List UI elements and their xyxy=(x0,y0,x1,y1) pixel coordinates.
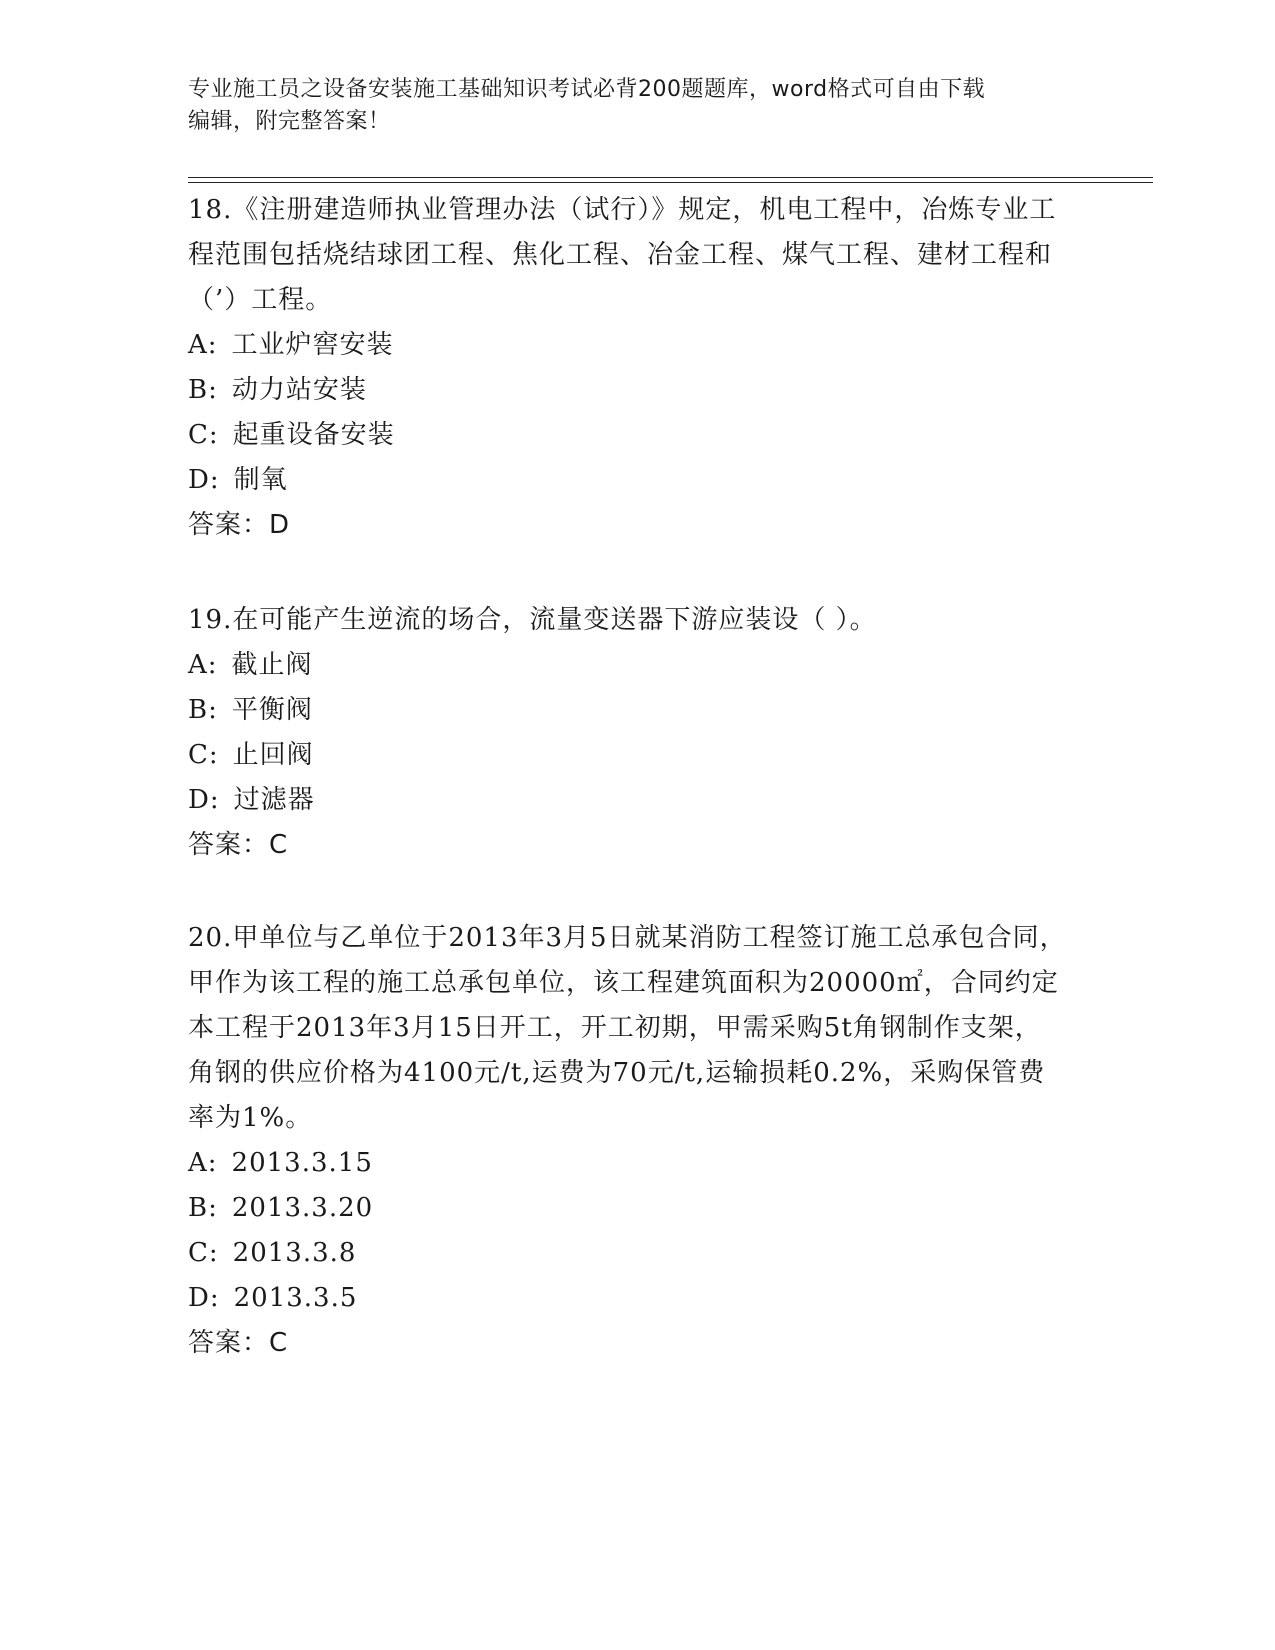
option-key: B: xyxy=(188,695,218,725)
question-stem: 20.甲单位与乙单位于2013年3月5日就某消防工程签订施工总承包合同，甲作为该工程的施工总承包单位，该工程建筑面积为20000㎡，合同约定本工程于2013年3月15日开工，开工初期，甲需采购5t角钢制作支架，角钢的供应价格为4100元/t,运费为70元/t,运输损耗0.2%，采购保管费率为1%。 xyxy=(188,923,1067,1133)
option-c xyxy=(188,733,1068,778)
option-text: 过滤器 xyxy=(233,785,315,815)
option-key: A: xyxy=(188,1148,218,1178)
option-text: 2013.3.15 xyxy=(231,1148,373,1178)
option-text: 2013.3.20 xyxy=(231,1193,374,1223)
option-d xyxy=(188,458,1068,503)
option-text: 止回阀 xyxy=(232,740,314,770)
option-text: 起重设备安装 xyxy=(232,420,395,450)
option-key: D: xyxy=(188,1283,220,1313)
option-b xyxy=(188,1186,1068,1231)
header-line-1: 专业施工员之设备安装施工基础知识考试必背200题题库，word格式可自由下载 xyxy=(188,77,986,102)
option-key: B: xyxy=(188,1193,218,1223)
option-text: 2013.3.8 xyxy=(232,1238,357,1268)
option-key: C: xyxy=(188,1238,219,1268)
answer-line: 答案：D xyxy=(188,510,291,540)
question-20 xyxy=(188,916,1068,1366)
document-header xyxy=(188,74,1068,138)
option-text: 制氧 xyxy=(233,465,288,495)
option-c xyxy=(188,1231,1068,1276)
option-d xyxy=(188,1276,1068,1321)
option-key: A: xyxy=(188,330,218,360)
option-key: C: xyxy=(188,740,219,770)
question-19 xyxy=(188,598,1068,868)
option-text: 工业炉窖安装 xyxy=(231,330,394,360)
header-divider-bottom xyxy=(188,182,1153,183)
header-line-2: 编辑，附完整答案！ xyxy=(188,109,391,134)
option-key: A: xyxy=(188,650,218,680)
option-text: 2013.3.5 xyxy=(233,1283,358,1313)
option-key: D: xyxy=(188,785,220,815)
option-text: 动力站安装 xyxy=(231,375,367,405)
answer-line: 答案：C xyxy=(188,830,289,860)
option-a xyxy=(188,1141,1068,1186)
option-b xyxy=(188,688,1068,733)
option-key: C: xyxy=(188,420,219,450)
option-d xyxy=(188,778,1068,823)
option-c xyxy=(188,413,1068,458)
option-text: 平衡阀 xyxy=(231,695,313,725)
question-18 xyxy=(188,188,1068,548)
option-key: B: xyxy=(188,375,218,405)
question-stem: 18.《注册建造师执业管理办法（试行）》规定，机电工程中，冶炼专业工程范围包括烧结球团工程、焦化工程、冶金工程、煤气工程、建材工程和（’）工程。 xyxy=(188,195,1057,315)
question-stem: 19.在可能产生逆流的场合，流量变送器下游应装设（ ）。 xyxy=(188,605,877,635)
option-b xyxy=(188,368,1068,413)
header-divider-top xyxy=(188,177,1153,178)
option-a xyxy=(188,323,1068,368)
option-key: D: xyxy=(188,465,220,495)
answer-line: 答案：C xyxy=(188,1328,289,1358)
option-a xyxy=(188,643,1068,688)
option-text: 截止阀 xyxy=(231,650,313,680)
